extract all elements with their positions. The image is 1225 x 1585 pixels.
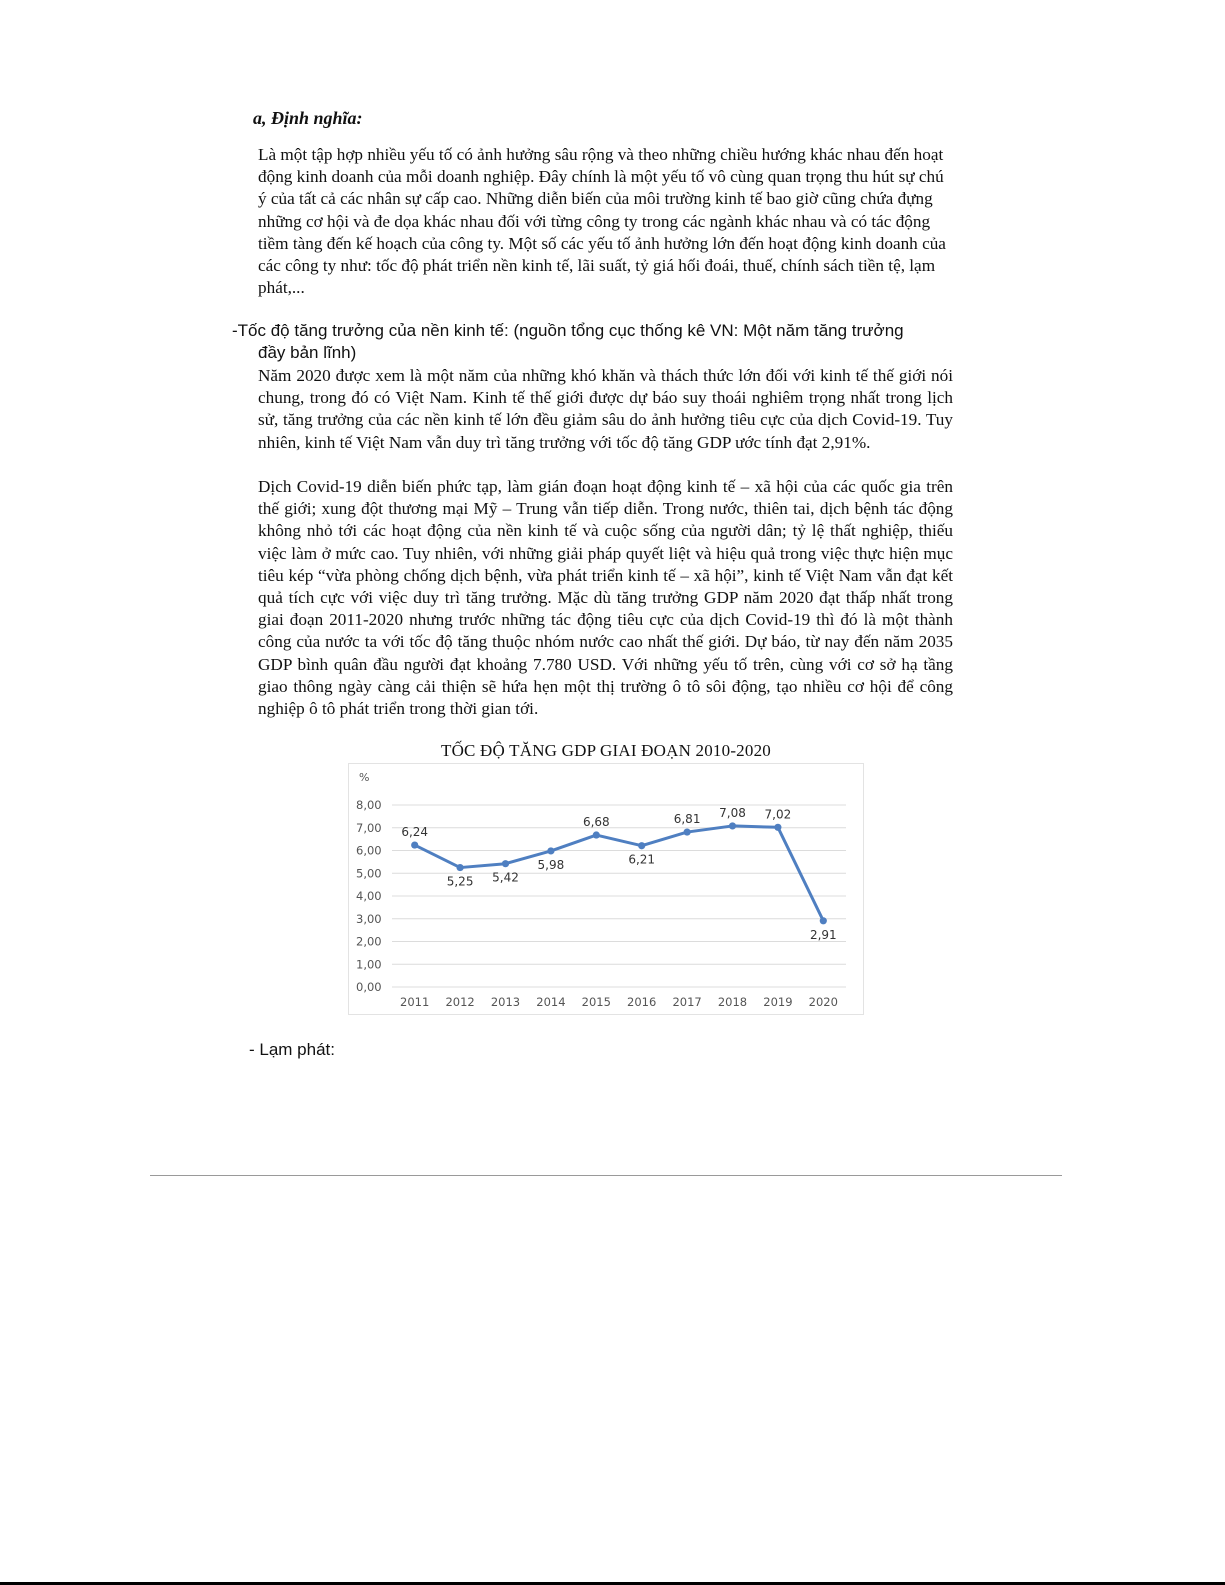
data-label: 7,08 bbox=[719, 805, 746, 820]
data-point bbox=[820, 917, 827, 924]
data-label: 5,98 bbox=[537, 857, 565, 872]
data-label: 5,25 bbox=[446, 874, 474, 889]
x-tick-label: 2013 bbox=[490, 995, 521, 1009]
data-point bbox=[502, 860, 509, 867]
y-tick-label: 0,00 bbox=[356, 980, 382, 994]
growth-paragraph-1: Năm 2020 được xem là một năm của những khó khăn và thách thức lớn đối với kinh tế thế giới nói chung, trong đó có Việt Nam. Kinh tế thế giới được dự báo suy thoái nghiêm trọng nhất trong lịch sử, tăng trưởng của các nền kinh tế lớn đều giảm sâu do ảnh hưởng tiêu cực của dịch Covid-19. Tuy nhiên, kinh tế Việt Nam vẫn duy trì tăng trưởng với tốc độ tăng GDP ước tính đạt 2,91%. bbox=[258, 366, 953, 452]
x-tick-label: 2015 bbox=[581, 995, 611, 1009]
y-tick-label: 6,00 bbox=[356, 843, 382, 858]
inflation-label: - Lạm phát: bbox=[249, 1040, 335, 1059]
data-point bbox=[457, 864, 464, 871]
data-label: 5,42 bbox=[492, 870, 519, 885]
data-point bbox=[729, 822, 736, 829]
y-tick-label: 8,00 bbox=[356, 798, 382, 812]
y-tick-label: 7,00 bbox=[356, 820, 382, 835]
x-tick-label: 2014 bbox=[536, 995, 566, 1009]
data-point bbox=[638, 842, 645, 849]
data-label: 2,91 bbox=[809, 927, 837, 942]
y-tick-label: 4,00 bbox=[356, 889, 382, 903]
page-divider bbox=[150, 1175, 1062, 1176]
data-label: 6,81 bbox=[673, 812, 701, 827]
data-label: 6,21 bbox=[628, 852, 656, 867]
y-tick-label: 1,00 bbox=[356, 957, 382, 972]
chart-frame bbox=[349, 764, 864, 1015]
data-point bbox=[593, 831, 600, 838]
data-point bbox=[684, 828, 691, 835]
x-tick-label: 2011 bbox=[400, 995, 430, 1009]
x-tick-label: 2020 bbox=[808, 995, 838, 1009]
data-point bbox=[411, 841, 418, 848]
y-tick-label: 2,00 bbox=[356, 934, 382, 949]
data-label: 6,68 bbox=[582, 815, 610, 830]
growth-paragraph-2: Dịch Covid-19 diễn biến phức tạp, làm gián đoạn hoạt động kinh tế – xã hội của các quốc gia trên thế giới; xung đột thương mại Mỹ – Trung vẫn tiếp diễn. Trong nước, thiên tai, dịch bệnh tác động không nhỏ tới các hoạt động của nền kinh tế và cuộc sống của người dân; tỷ lệ thất nghiệp, thiếu việc làm ở mức cao. Tuy nhiên, với những giải pháp quyết liệt và hiệu quả trong việc thực hiện mục tiêu kép “vừa phòng chống dịch bệnh, vừa phát triển kinh tế – xã hội”, kinh tế Việt Nam vẫn đạt kết quả tích cực với việc duy trì tăng trưởng. Mặc dù tăng trưởng GDP năm 2020 đạt thấp nhất trong giai đoạn 2011-2020 nhưng trước những tác động tiêu cực của dịch Covid-19 thì đó là một thành công của nước ta với tốc độ tăng thuộc nhóm nước cao nhất thế giới. Dự báo, từ nay đến năm 2035 GDP bình quân đầu người đạt khoảng 7.780 USD. Với những yếu tố trên, cùng với cơ sở hạ tầng giao thông ngày càng cải thiện sẽ hứa hẹn một thị trường ô tô sôi động, tạo nhiều cơ hội để công nghiệp ô tô phát triển trong thời gian tới. bbox=[258, 477, 953, 719]
x-tick-label: 2019 bbox=[763, 995, 793, 1009]
growth-heading-line1: -Tốc độ tăng trưởng của nền kinh tế: (nguồn tổng cục thống kê VN: Một năm tăng trưởng bbox=[232, 321, 904, 340]
x-tick-label: 2018 bbox=[717, 995, 748, 1009]
x-tick-label: 2017 bbox=[672, 995, 702, 1009]
definition-paragraph: Là một tập hợp nhiều yếu tố có ảnh hưởng sâu rộng và theo những chiều hướng khác nhau đến hoạt động kinh doanh của mỗi doanh nghiệp. Đây chính là một yếu tố vô cùng quan trọng thu hút sự chú ý của tất cả các nhân sự cấp cao. Những diễn biến của môi trường kinh tế bao giờ cũng chứa đựng những cơ hội và đe dọa khác nhau đối với từng công ty trong các ngành khác nhau và có tác động tiềm tàng đến kế hoạch của công ty. Một số các yếu tố ảnh hưởng lớn đến hoạt động kinh doanh của các công ty như: tốc độ phát triển nền kinh tế, lãi suất, tỷ giá hối đoái, thuế, chính sách tiền tệ, lạm phát,... bbox=[258, 145, 946, 298]
gdp-growth-chart bbox=[348, 763, 864, 1015]
x-tick-label: 2016 bbox=[627, 995, 657, 1009]
growth-heading-line2: đầy bản lĩnh) bbox=[258, 343, 357, 362]
y-tick-label: 3,00 bbox=[356, 911, 382, 926]
y-tick-label: 5,00 bbox=[356, 866, 382, 881]
section-heading: a, Định nghĩa: bbox=[253, 108, 363, 128]
x-tick-label: 2012 bbox=[445, 995, 475, 1009]
data-label: 7,02 bbox=[764, 807, 792, 822]
data-label: 6,24 bbox=[401, 825, 429, 840]
y-axis-unit-label: % bbox=[359, 771, 370, 784]
chart-title: TỐC ĐỘ TĂNG GDP GIAI ĐOẠN 2010-2020 bbox=[441, 741, 771, 760]
data-point bbox=[547, 847, 554, 854]
growth-heading bbox=[232, 320, 952, 364]
data-point bbox=[774, 824, 781, 831]
